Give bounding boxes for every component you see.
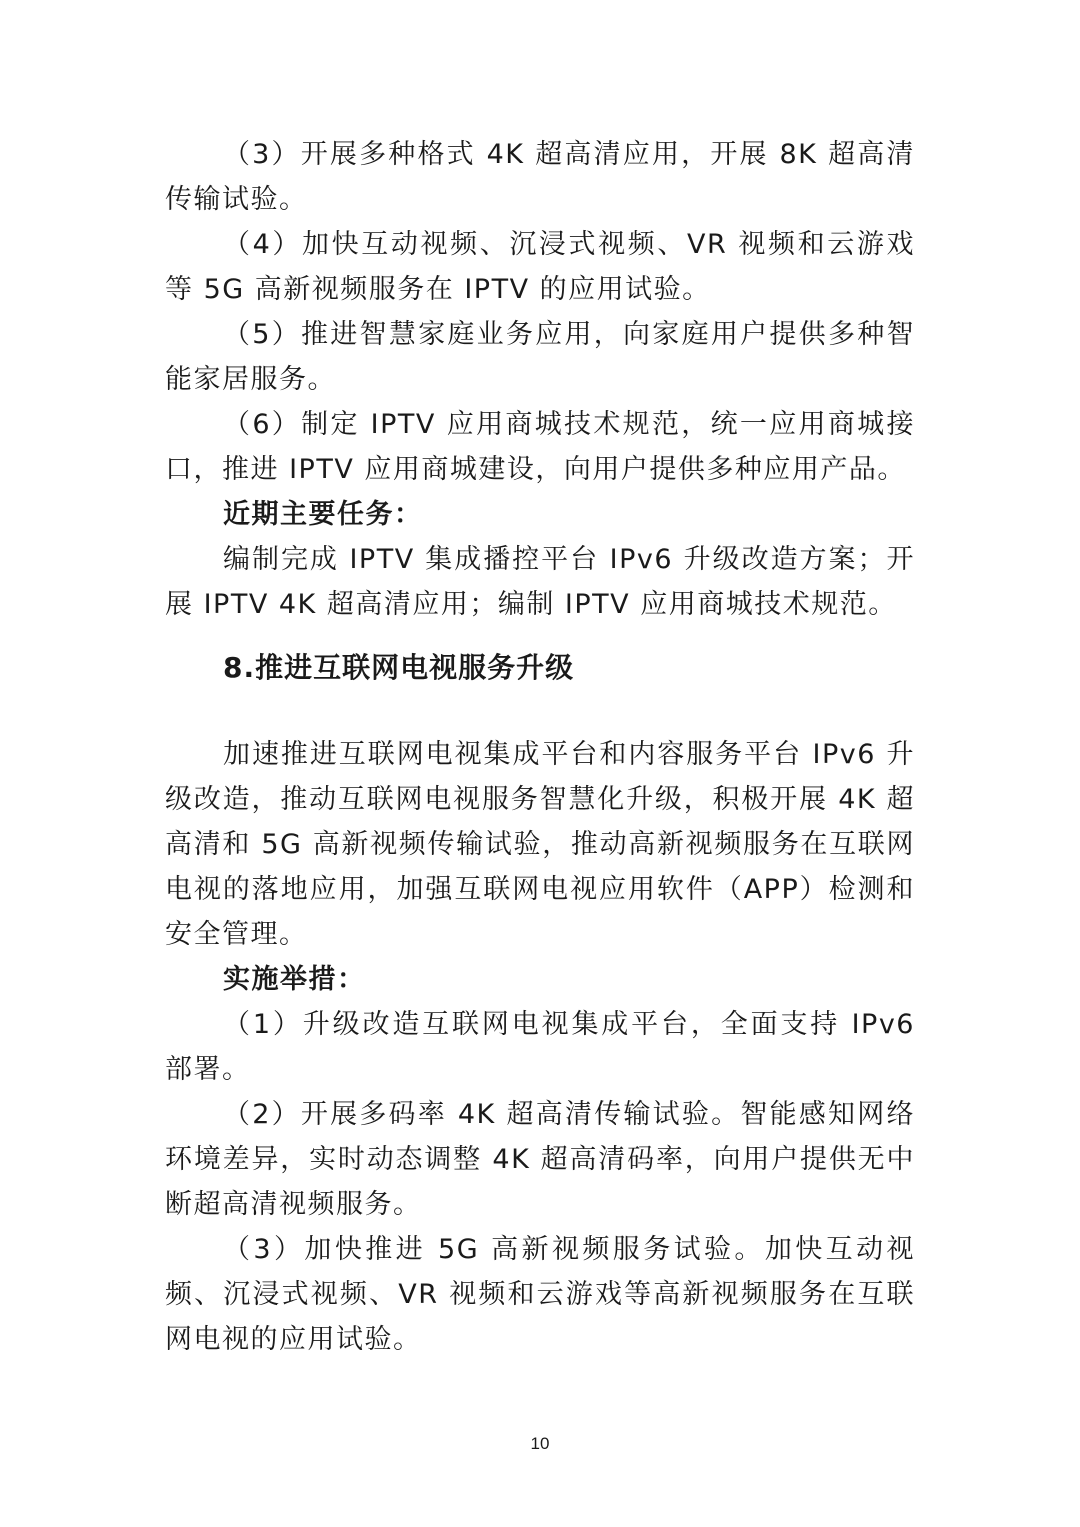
document-body [165,132,915,1362]
section-gap [165,710,915,732]
near-term-text: 编制完成 IPTV 集成播控平台 IPv6 升级改造方案；开展 IPTV 4K 超高清应用；编制 IPTV 应用商城技术规范。 [165,544,915,620]
measure-item-2: （2）开展多码率 4K 超高清传输试验。智能感知网络环境差异，实时动态调整 4K 超高清码率，向用户提供无中断超高清视频服务。 [165,1099,915,1220]
section-heading: 8.推进互联网电视服务升级 [223,651,575,684]
paragraph-item-6: （6）制定 IPTV 应用商城技术规范，统一应用商城接口，推进 IPTV 应用商城建设，向用户提供多种应用产品。 [165,409,915,485]
near-term-heading: 近期主要任务： [223,499,423,530]
paragraph-item-5: （5）推进智慧家庭业务应用，向家庭用户提供多种智能家居服务。 [165,319,915,395]
measure-item-3: （3）加快推进 5G 高新视频服务试验。加快互动视频、沉浸式视频、VR 视频和云游戏等高新视频服务在互联网电视的应用试验。 [165,1234,915,1355]
section-intro: 加速推进互联网电视集成平台和内容服务平台 IPv6 升级改造，推动互联网电视服务智慧化升级，积极开展 4K 超高清和 5G 高新视频传输试验，推动高新视频服务在互联网电视的落地应用，加强互联网电视应用软件（APP）检测和安全管理。 [165,739,915,950]
paragraph-item-4: （4）加快互动视频、沉浸式视频、VR 视频和云游戏等 5G 高新视频服务在 IPTV 的应用试验。 [165,229,915,305]
measures-heading: 实施举措： [223,964,366,995]
paragraph-item-3: （3）开展多种格式 4K 超高清应用，开展 8K 超高清传输试验。 [165,139,915,215]
measure-item-1: （1）升级改造互联网电视集成平台，全面支持 IPv6 部署。 [165,1009,915,1085]
page-number: 10 [530,1434,550,1453]
